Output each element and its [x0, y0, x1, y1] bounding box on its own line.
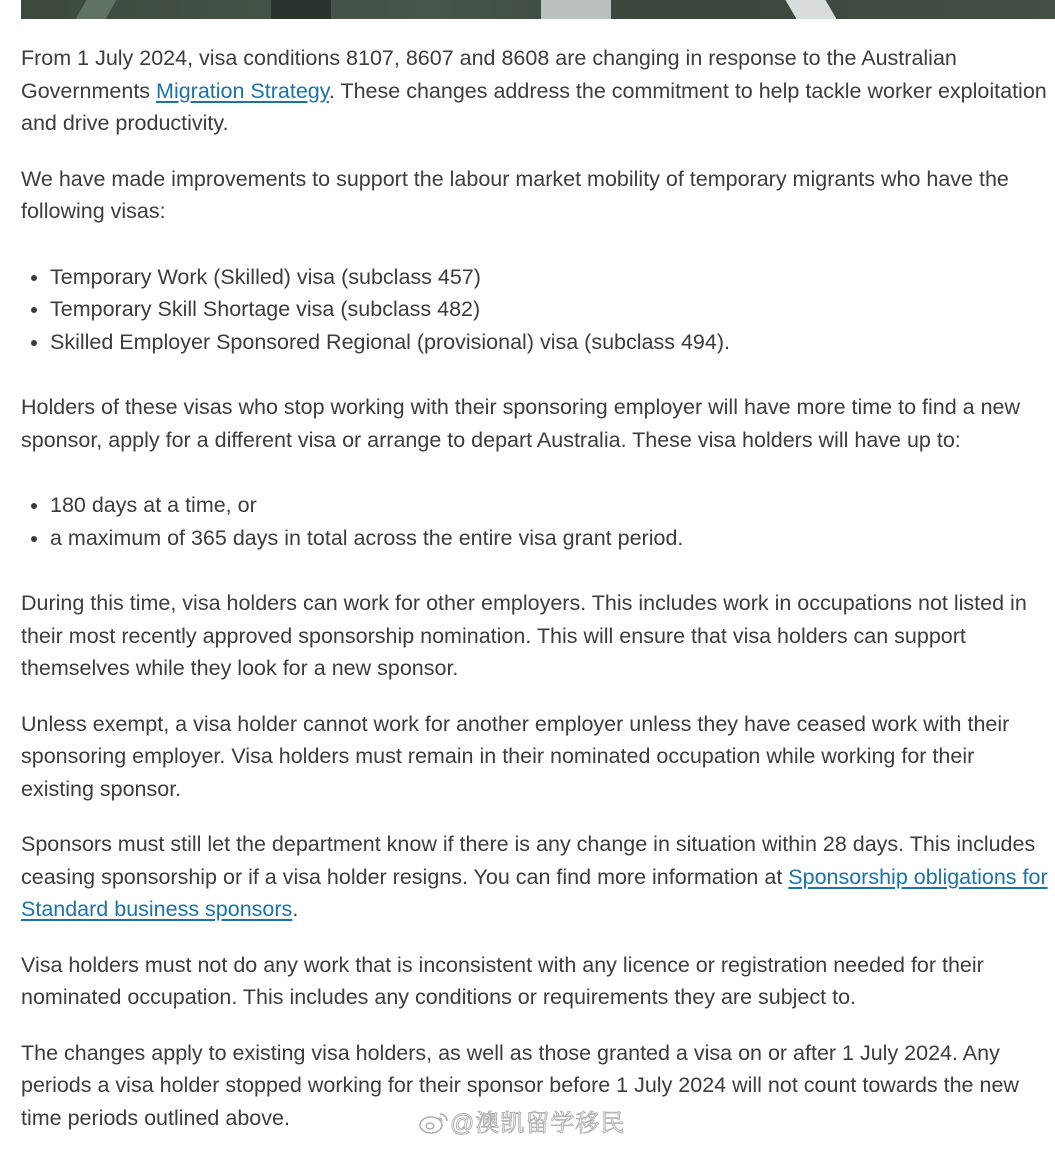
holders-paragraph: Holders of these visas who stop working with their sponsoring employer will have more time to find a new sponsor, apply for a different visa or arrange to depart Australia. These visa holders will have up to: — [21, 395, 1021, 452]
during-paragraph: During this time, visa holders can work for other employers. This includes work in occupations not listed in their most recently approved sponsorship nomination. This will ensure that visa holders can support themselves while they look for a new sponsor. — [21, 591, 1027, 680]
article-body — [21, 42, 1051, 1157]
list-item: • a maximum of 365 days in total across the entire visa grant period. — [50, 522, 1051, 555]
weibo-logo-icon — [418, 1111, 450, 1135]
hero-image-stripe — [271, 0, 331, 19]
licence-paragraph: Visa holders must not do any work that is inconsistent with any licence or registration needed for their nominated occupation. This includes any conditions or requirements they are subject to. — [21, 952, 984, 1009]
list-item: • Temporary Work (Skilled) visa (subclass 457) — [50, 261, 1051, 294]
visa-list — [21, 261, 1051, 359]
unless-exempt-paragraph: Unless exempt, a visa holder cannot work for another employer unless they have ceased work with their sponsoring employer. Visa holders must remain in their nominated occupation while working for their existing sponsor. — [21, 711, 1010, 801]
list-item: • 180 days at a time, or — [50, 489, 1051, 522]
weibo-watermark: @澳凯留学移民 — [418, 1103, 625, 1138]
list-item: • Skilled Employer Sponsored Regional (provisional) visa (subclass 494). — [50, 326, 1051, 359]
intro-paragraph: From 1 July 2024, visa conditions 8107, 8607 and 8608 are changing in response to the Australian Governments Migration Strategy. These changes address the commitment to help tackle worker exploitation and drive productivity. — [21, 46, 1047, 135]
sponsors-paragraph: Sponsors must still let the department know if there is any change in situation within 28 days. This includes ceasing sponsorship or if a visa holder resigns. You can find more information at Sponsorship obligations for Standard business sponsors. — [21, 832, 1048, 921]
changes-paragraph: The changes apply to existing visa holders, as well as those granted a visa on or after 1 July 2024. Any periods a visa holder stopped working for their sponsor before 1 July 2024 will not count towards the new time periods outlined above. — [21, 1040, 1019, 1130]
migration-strategy-link[interactable]: Migration Strategy — [156, 78, 329, 103]
hero-image-stripe — [541, 0, 611, 19]
hero-image-stripe — [76, 0, 117, 19]
period-list — [21, 489, 1051, 554]
hero-image — [21, 0, 1055, 19]
sponsorship-obligations-link[interactable]: Sponsorship obligations for Standard business sponsors — [21, 864, 1048, 921]
hero-image-stripe — [786, 0, 837, 19]
improvements-paragraph: We have made improvements to support the labour market mobility of temporary migrants who have the following visas: — [21, 166, 1009, 223]
list-item: • Temporary Skill Shortage visa (subclass 482) — [50, 293, 1051, 326]
